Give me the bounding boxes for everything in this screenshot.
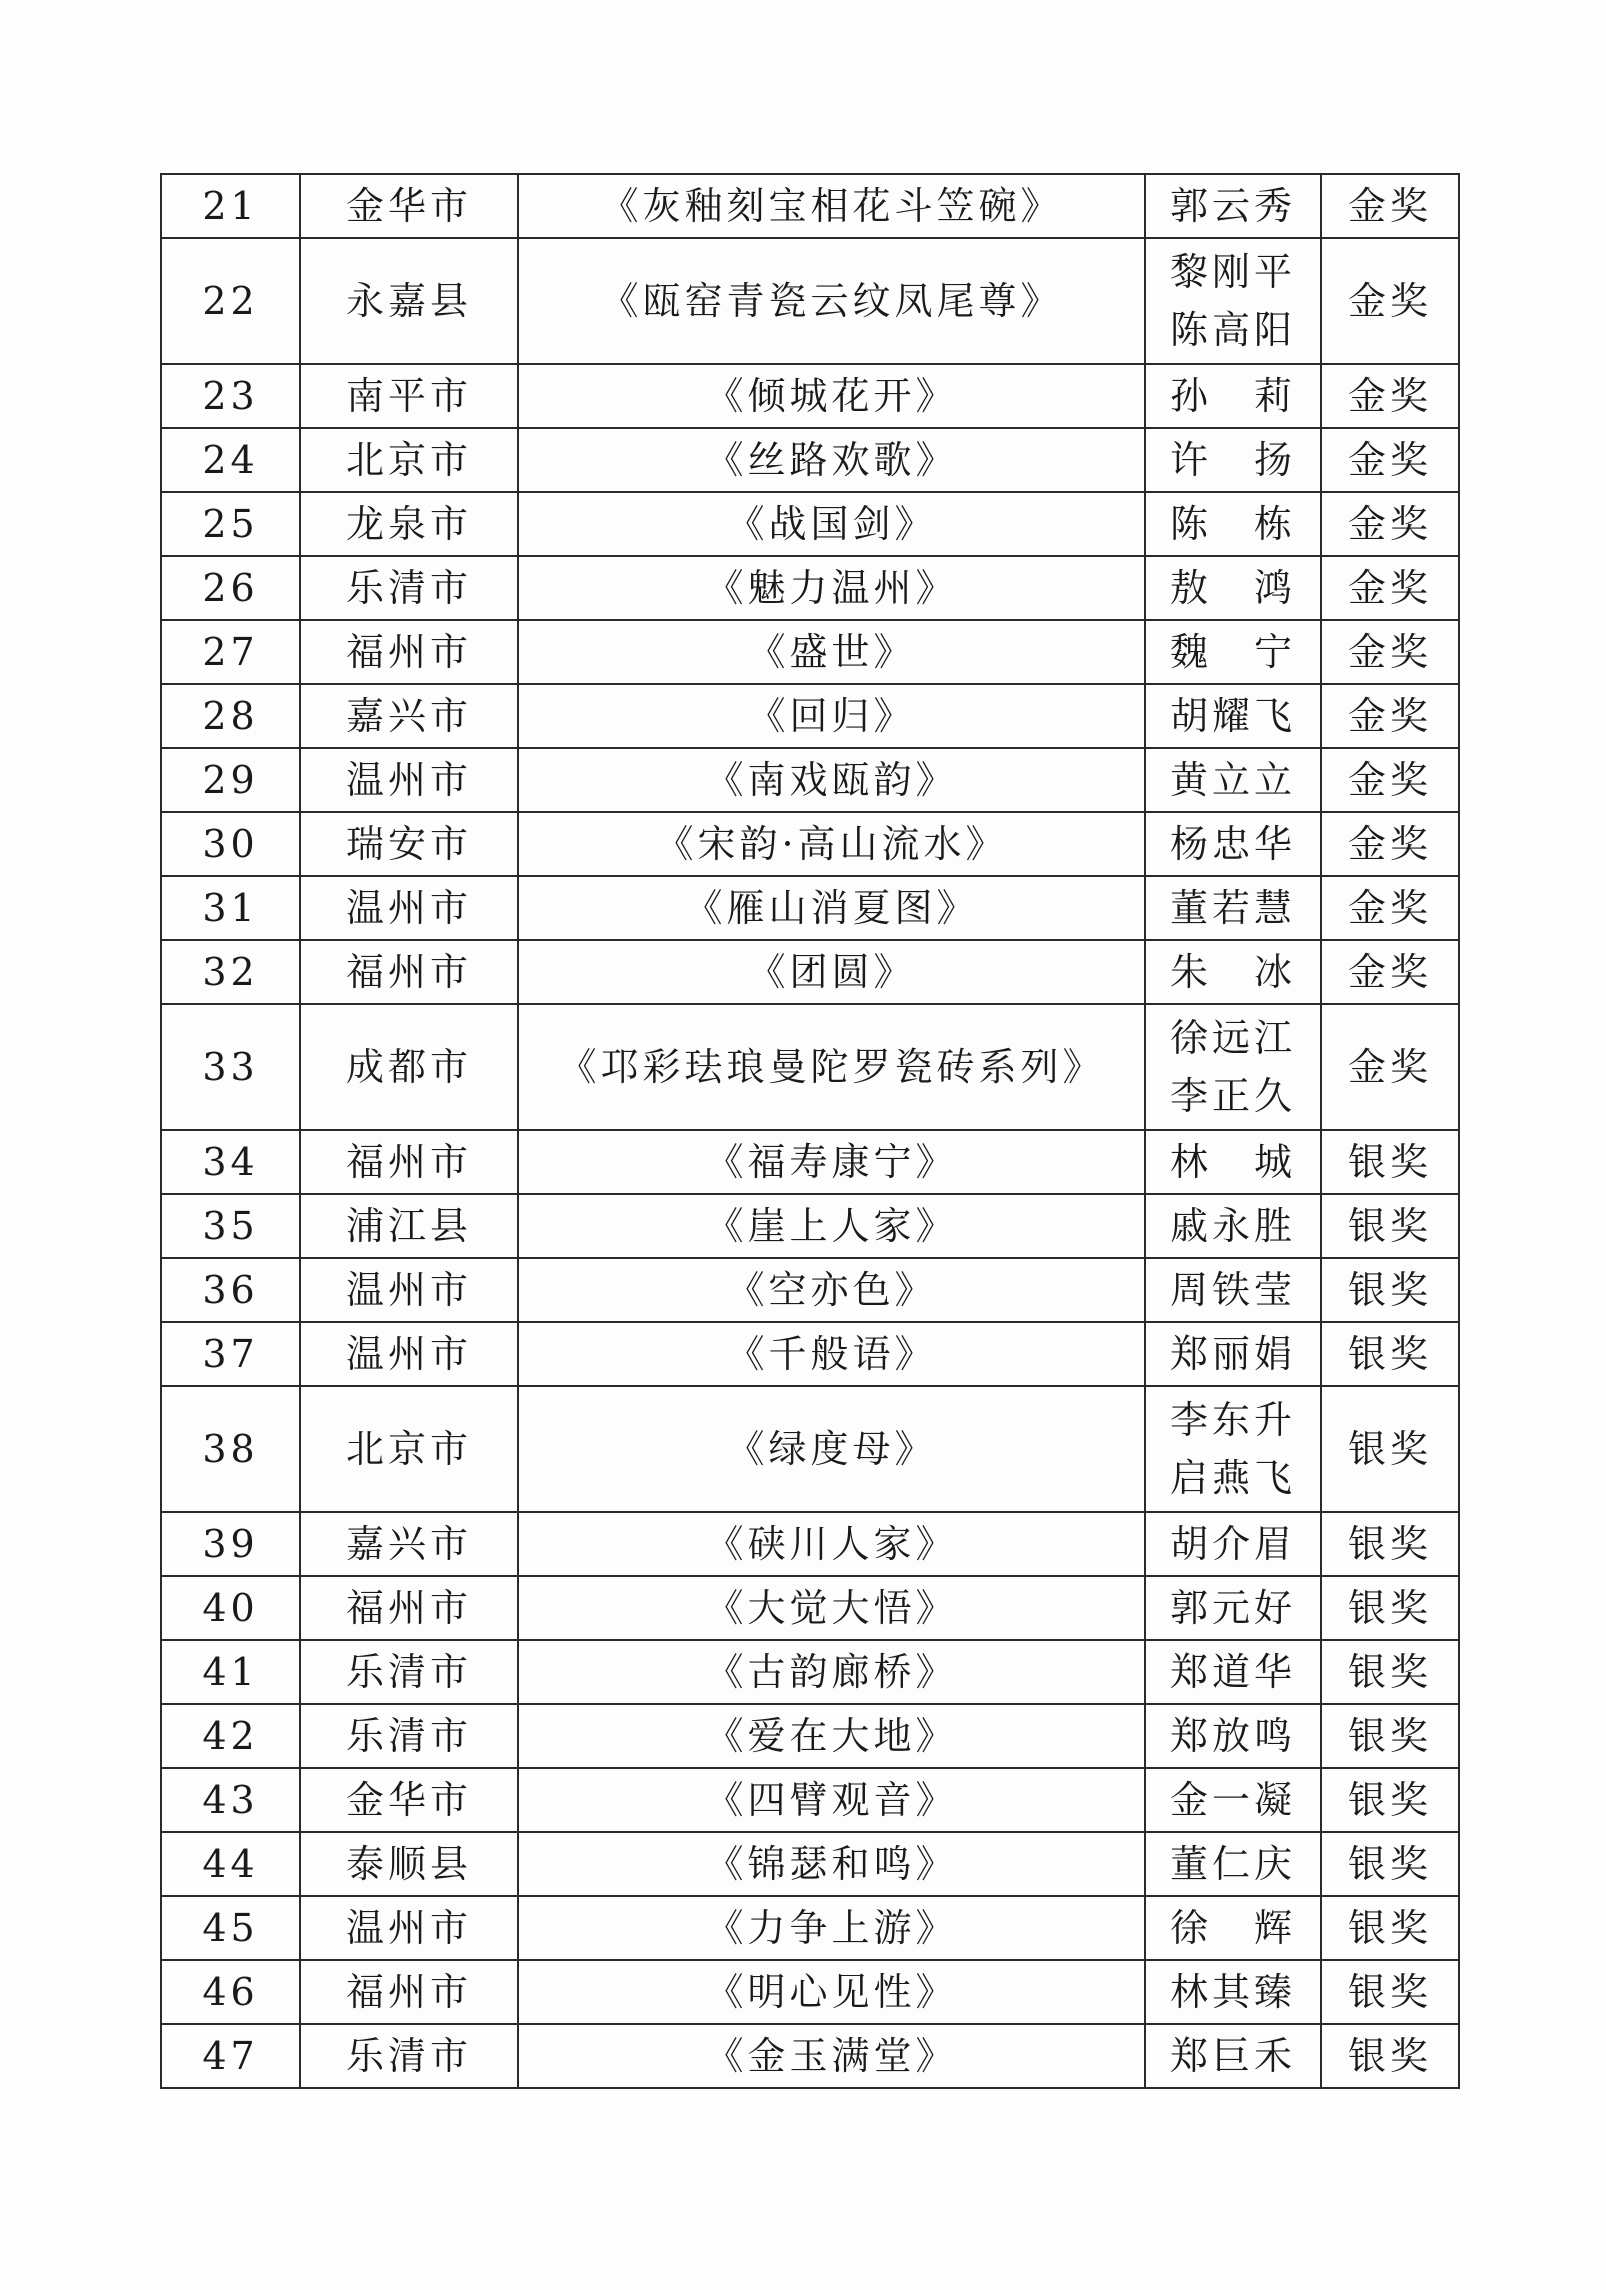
award-cell: 金奖 xyxy=(1321,620,1459,684)
author-cell xyxy=(1145,812,1321,876)
author-cell xyxy=(1145,1130,1321,1194)
city-cell: 嘉兴市 xyxy=(300,684,518,748)
author-name: 李东升 xyxy=(1169,1398,1296,1442)
author-name: 周铁莹 xyxy=(1169,1268,1296,1312)
city-cell: 温州市 xyxy=(300,748,518,812)
city-cell: 福州市 xyxy=(300,620,518,684)
author-cell xyxy=(1145,876,1321,940)
table-row xyxy=(161,684,1459,748)
work-title-cell: 《倾城花开》 xyxy=(518,364,1145,428)
author-name: 黎刚平 xyxy=(1169,250,1296,294)
author-name: 敖 鸿 xyxy=(1169,566,1296,610)
work-title-cell: 《锦瑟和鸣》 xyxy=(518,1832,1145,1896)
award-cell: 银奖 xyxy=(1321,1194,1459,1258)
table-row xyxy=(161,1960,1459,2024)
author-name: 金一凝 xyxy=(1169,1778,1296,1822)
author-name: 林 城 xyxy=(1169,1140,1296,1184)
city-cell: 北京市 xyxy=(300,428,518,492)
author-cell xyxy=(1145,684,1321,748)
work-title-cell: 《大觉大悟》 xyxy=(518,1576,1145,1640)
row-number-cell: 44 xyxy=(161,1832,300,1896)
work-title-cell: 《明心见性》 xyxy=(518,1960,1145,2024)
work-title-cell: 《邛彩珐琅曼陀罗瓷砖系列》 xyxy=(518,1004,1145,1130)
row-number-cell: 24 xyxy=(161,428,300,492)
work-title-cell: 《古韵廊桥》 xyxy=(518,1640,1145,1704)
row-number-cell: 38 xyxy=(161,1386,300,1512)
author-name: 陈 栋 xyxy=(1169,502,1296,546)
table-row xyxy=(161,1576,1459,1640)
work-title-cell: 《力争上游》 xyxy=(518,1896,1145,1960)
work-title-cell: 《团圆》 xyxy=(518,940,1145,1004)
table-row xyxy=(161,1768,1459,1832)
work-title-cell: 《爱在大地》 xyxy=(518,1704,1145,1768)
city-cell: 温州市 xyxy=(300,1258,518,1322)
row-number-cell: 25 xyxy=(161,492,300,556)
row-number-cell: 34 xyxy=(161,1130,300,1194)
award-cell: 金奖 xyxy=(1321,238,1459,364)
row-number-cell: 36 xyxy=(161,1258,300,1322)
row-number-cell: 41 xyxy=(161,1640,300,1704)
table-row xyxy=(161,1322,1459,1386)
author-cell xyxy=(1145,1832,1321,1896)
author-name: 胡介眉 xyxy=(1169,1522,1296,1566)
award-cell: 银奖 xyxy=(1321,1960,1459,2024)
award-cell: 银奖 xyxy=(1321,1576,1459,1640)
work-title-cell: 《硖川人家》 xyxy=(518,1512,1145,1576)
table-row xyxy=(161,1258,1459,1322)
work-title-cell: 《空亦色》 xyxy=(518,1258,1145,1322)
table-row xyxy=(161,556,1459,620)
author-name: 魏 宁 xyxy=(1169,630,1296,674)
author-cell xyxy=(1145,748,1321,812)
city-cell: 温州市 xyxy=(300,1322,518,1386)
author-name: 黄立立 xyxy=(1169,758,1296,802)
author-cell xyxy=(1145,1576,1321,1640)
work-title-cell: 《灰釉刻宝相花斗笠碗》 xyxy=(518,174,1145,238)
table-row xyxy=(161,1512,1459,1576)
row-number-cell: 39 xyxy=(161,1512,300,1576)
work-title-cell: 《福寿康宁》 xyxy=(518,1130,1145,1194)
city-cell: 福州市 xyxy=(300,1576,518,1640)
award-cell: 金奖 xyxy=(1321,492,1459,556)
award-cell: 金奖 xyxy=(1321,1004,1459,1130)
work-title-cell: 《崖上人家》 xyxy=(518,1194,1145,1258)
table-row xyxy=(161,1194,1459,1258)
city-cell: 金华市 xyxy=(300,174,518,238)
table-row xyxy=(161,1832,1459,1896)
author-cell xyxy=(1145,364,1321,428)
row-number-cell: 28 xyxy=(161,684,300,748)
author-name: 郑巨禾 xyxy=(1169,2034,1296,2078)
city-cell: 乐清市 xyxy=(300,2024,518,2088)
author-name: 董若慧 xyxy=(1169,886,1296,930)
author-cell xyxy=(1145,556,1321,620)
table-row xyxy=(161,620,1459,684)
author-name: 孙 莉 xyxy=(1169,374,1296,418)
award-cell: 银奖 xyxy=(1321,1640,1459,1704)
row-number-cell: 32 xyxy=(161,940,300,1004)
awards-table xyxy=(160,173,1460,2089)
award-cell: 银奖 xyxy=(1321,1704,1459,1768)
award-cell: 银奖 xyxy=(1321,1512,1459,1576)
table-row xyxy=(161,1130,1459,1194)
table-row xyxy=(161,238,1459,364)
work-title-cell: 《丝路欢歌》 xyxy=(518,428,1145,492)
work-title-cell: 《回归》 xyxy=(518,684,1145,748)
row-number-cell: 26 xyxy=(161,556,300,620)
author-name: 陈高阳 xyxy=(1169,308,1296,352)
author-cell xyxy=(1145,238,1321,364)
work-title-cell: 《魅力温州》 xyxy=(518,556,1145,620)
author-cell xyxy=(1145,428,1321,492)
table-row xyxy=(161,812,1459,876)
author-cell xyxy=(1145,1258,1321,1322)
row-number-cell: 29 xyxy=(161,748,300,812)
author-name: 林其臻 xyxy=(1169,1970,1296,2014)
row-number-cell: 47 xyxy=(161,2024,300,2088)
award-cell: 金奖 xyxy=(1321,748,1459,812)
author-name: 郑丽娟 xyxy=(1169,1332,1296,1376)
city-cell: 金华市 xyxy=(300,1768,518,1832)
row-number-cell: 46 xyxy=(161,1960,300,2024)
table-row xyxy=(161,492,1459,556)
row-number-cell: 43 xyxy=(161,1768,300,1832)
row-number-cell: 45 xyxy=(161,1896,300,1960)
city-cell: 泰顺县 xyxy=(300,1832,518,1896)
table-row xyxy=(161,2024,1459,2088)
work-title-cell: 《雁山消夏图》 xyxy=(518,876,1145,940)
author-cell xyxy=(1145,940,1321,1004)
table-row xyxy=(161,876,1459,940)
author-name: 郑道华 xyxy=(1169,1650,1296,1694)
award-cell: 金奖 xyxy=(1321,876,1459,940)
city-cell: 福州市 xyxy=(300,1960,518,2024)
city-cell: 温州市 xyxy=(300,1896,518,1960)
author-name: 董仁庆 xyxy=(1169,1842,1296,1886)
award-cell: 金奖 xyxy=(1321,174,1459,238)
city-cell: 嘉兴市 xyxy=(300,1512,518,1576)
work-title-cell: 《盛世》 xyxy=(518,620,1145,684)
author-name: 朱 冰 xyxy=(1169,950,1296,994)
row-number-cell: 40 xyxy=(161,1576,300,1640)
award-cell: 金奖 xyxy=(1321,428,1459,492)
table-row xyxy=(161,1004,1459,1130)
author-cell xyxy=(1145,1386,1321,1512)
city-cell: 福州市 xyxy=(300,1130,518,1194)
city-cell: 福州市 xyxy=(300,940,518,1004)
author-name: 戚永胜 xyxy=(1169,1204,1296,1248)
award-cell: 金奖 xyxy=(1321,940,1459,1004)
city-cell: 乐清市 xyxy=(300,556,518,620)
city-cell: 浦江县 xyxy=(300,1194,518,1258)
award-cell: 金奖 xyxy=(1321,812,1459,876)
table-row xyxy=(161,428,1459,492)
city-cell: 成都市 xyxy=(300,1004,518,1130)
author-name: 启燕飞 xyxy=(1169,1456,1296,1500)
award-cell: 金奖 xyxy=(1321,684,1459,748)
city-cell: 北京市 xyxy=(300,1386,518,1512)
table-row xyxy=(161,1386,1459,1512)
award-cell: 银奖 xyxy=(1321,1386,1459,1512)
author-cell xyxy=(1145,1768,1321,1832)
row-number-cell: 33 xyxy=(161,1004,300,1130)
author-name: 许 扬 xyxy=(1169,438,1296,482)
work-title-cell: 《绿度母》 xyxy=(518,1386,1145,1512)
row-number-cell: 35 xyxy=(161,1194,300,1258)
table-row xyxy=(161,1896,1459,1960)
work-title-cell: 《战国剑》 xyxy=(518,492,1145,556)
author-name: 郭元好 xyxy=(1169,1586,1296,1630)
table-row xyxy=(161,174,1459,238)
row-number-cell: 37 xyxy=(161,1322,300,1386)
award-cell: 银奖 xyxy=(1321,1896,1459,1960)
award-cell: 金奖 xyxy=(1321,364,1459,428)
author-name: 胡耀飞 xyxy=(1169,694,1296,738)
author-cell xyxy=(1145,2024,1321,2088)
row-number-cell: 30 xyxy=(161,812,300,876)
author-name: 郭云秀 xyxy=(1169,184,1296,228)
row-number-cell: 31 xyxy=(161,876,300,940)
award-cell: 银奖 xyxy=(1321,1832,1459,1896)
author-name: 徐 辉 xyxy=(1169,1906,1296,1950)
row-number-cell: 23 xyxy=(161,364,300,428)
row-number-cell: 27 xyxy=(161,620,300,684)
row-number-cell: 21 xyxy=(161,174,300,238)
author-cell xyxy=(1145,1896,1321,1960)
table-row xyxy=(161,364,1459,428)
row-number-cell: 42 xyxy=(161,1704,300,1768)
table-row xyxy=(161,748,1459,812)
author-name: 徐远江 xyxy=(1169,1016,1296,1060)
table-row xyxy=(161,1704,1459,1768)
award-cell: 银奖 xyxy=(1321,1768,1459,1832)
award-cell: 银奖 xyxy=(1321,1130,1459,1194)
table-row xyxy=(161,1640,1459,1704)
award-cell: 银奖 xyxy=(1321,2024,1459,2088)
city-cell: 乐清市 xyxy=(300,1704,518,1768)
city-cell: 乐清市 xyxy=(300,1640,518,1704)
author-cell xyxy=(1145,1194,1321,1258)
city-cell: 温州市 xyxy=(300,876,518,940)
city-cell: 永嘉县 xyxy=(300,238,518,364)
author-name: 郑放鸣 xyxy=(1169,1714,1296,1758)
author-name: 李正久 xyxy=(1169,1074,1296,1118)
work-title-cell: 《千般语》 xyxy=(518,1322,1145,1386)
award-cell: 银奖 xyxy=(1321,1322,1459,1386)
award-cell: 银奖 xyxy=(1321,1258,1459,1322)
author-cell xyxy=(1145,1322,1321,1386)
work-title-cell: 《南戏瓯韵》 xyxy=(518,748,1145,812)
author-cell xyxy=(1145,1004,1321,1130)
table-row xyxy=(161,940,1459,1004)
work-title-cell: 《瓯窑青瓷云纹凤尾尊》 xyxy=(518,238,1145,364)
author-cell xyxy=(1145,492,1321,556)
work-title-cell: 《四臂观音》 xyxy=(518,1768,1145,1832)
author-name: 杨忠华 xyxy=(1169,822,1296,866)
award-cell: 金奖 xyxy=(1321,556,1459,620)
author-cell xyxy=(1145,1512,1321,1576)
city-cell: 南平市 xyxy=(300,364,518,428)
awards-table-body xyxy=(161,174,1459,2088)
author-cell xyxy=(1145,1640,1321,1704)
author-cell xyxy=(1145,620,1321,684)
author-cell xyxy=(1145,1960,1321,2024)
city-cell: 瑞安市 xyxy=(300,812,518,876)
row-number-cell: 22 xyxy=(161,238,300,364)
author-cell xyxy=(1145,174,1321,238)
author-cell xyxy=(1145,1704,1321,1768)
work-title-cell: 《宋韵·高山流水》 xyxy=(518,812,1145,876)
city-cell: 龙泉市 xyxy=(300,492,518,556)
work-title-cell: 《金玉满堂》 xyxy=(518,2024,1145,2088)
